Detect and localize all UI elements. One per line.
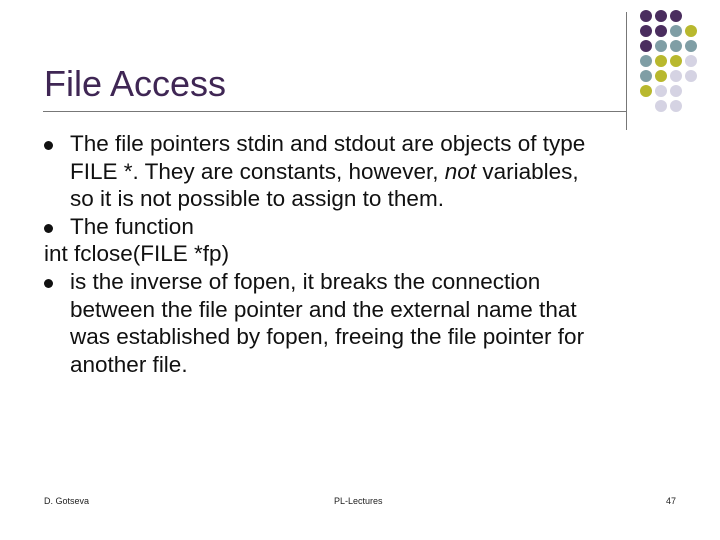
decorative-dot	[655, 70, 667, 82]
bullet-line: between the file pointer and the external name that	[70, 296, 577, 322]
slide-body	[44, 130, 684, 378]
bullet-text: variables,	[482, 158, 579, 184]
decorative-dot	[685, 55, 697, 67]
decorative-dot	[640, 40, 652, 52]
decorative-dot	[685, 40, 697, 52]
emphasis-text: not	[444, 158, 477, 184]
decorative-dot	[640, 10, 652, 22]
bullet-item	[44, 213, 684, 241]
decorative-dot	[670, 25, 682, 37]
decorative-dot	[670, 100, 682, 112]
title-rule	[43, 111, 626, 112]
bullet-line: was established by fopen, freeing the file pointer for	[70, 324, 585, 350]
bullet-icon	[44, 224, 53, 233]
decorative-dot	[655, 10, 667, 22]
slide-title: File Access	[44, 63, 227, 104]
decorative-dot	[640, 85, 652, 97]
bullet-line: The function	[70, 213, 194, 239]
bullet-icon	[44, 141, 53, 150]
decorative-dot	[655, 85, 667, 97]
decorative-dot-grid	[640, 10, 720, 120]
bullet-item	[44, 268, 684, 378]
bullet-line: The file pointers stdin and stdout are objects of type	[70, 131, 586, 156]
bullet-line: another file.	[70, 351, 188, 377]
decorative-dot	[670, 55, 682, 67]
vertical-divider	[626, 12, 627, 130]
bullet-item	[44, 130, 684, 213]
decorative-dot	[655, 55, 667, 67]
footer-author: D. Gotseva	[44, 496, 90, 506]
bullet-line: so it is not possible to assign to them.	[70, 186, 444, 212]
decorative-dot	[670, 10, 682, 22]
bullet-line	[70, 158, 684, 186]
decorative-dot	[640, 25, 652, 37]
bullet-text: FILE *. They are constants, however,	[70, 158, 439, 184]
decorative-dot	[655, 25, 667, 37]
decorative-dot	[640, 55, 652, 67]
bullet-line: is the inverse of fopen, it breaks the connection	[70, 268, 541, 294]
footer-course: PL-Lectures	[334, 496, 383, 506]
decorative-dot	[670, 40, 682, 52]
footer-page-number: 47	[666, 496, 677, 506]
decorative-dot	[670, 70, 682, 82]
decorative-dot	[685, 70, 697, 82]
decorative-dot	[655, 100, 667, 112]
decorative-dot	[685, 25, 697, 37]
decorative-dot	[670, 85, 682, 97]
bullet-icon	[44, 279, 53, 288]
code-line: int fclose(FILE *fp)	[44, 241, 230, 267]
decorative-dot	[655, 40, 667, 52]
decorative-dot	[640, 70, 652, 82]
